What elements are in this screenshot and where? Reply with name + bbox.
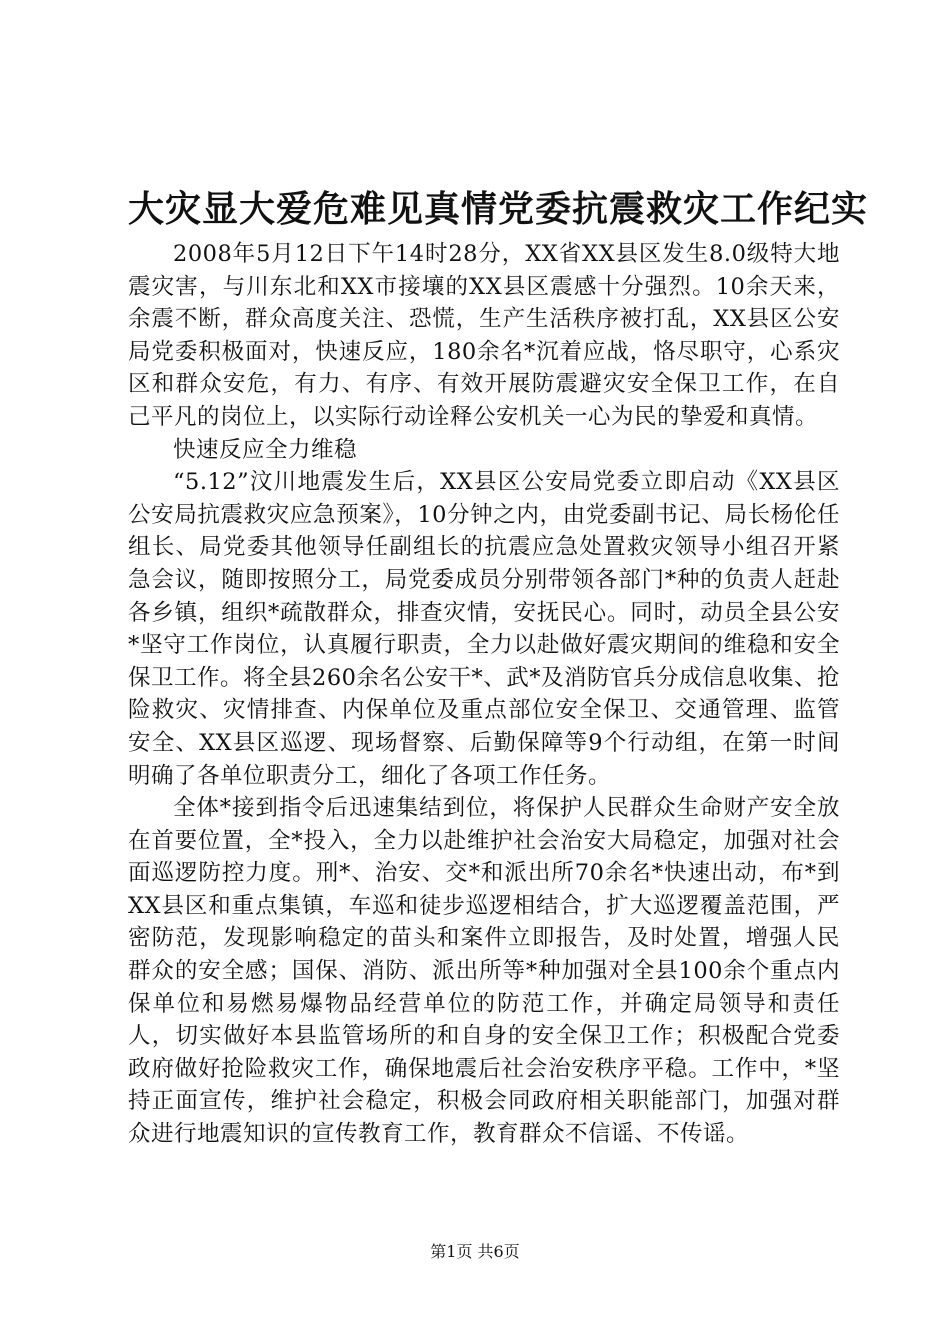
- paragraph-deployment: 全体*接到指令后迅速集结到位，将保护人民群众生命财产安全放在首要位置，全*投入，全力以赴维护社会治安大局稳定，加强对社会面巡逻防控力度。刑*、治安、交*和派出所70余名*快速出动，布*到XX县区和重点集镇，车巡和徒步巡逻相结合，扩大巡逻覆盖范围，严密防范，发现影响稳定的苗头和案件立即报告，及时处置，增强人民群众的安全感；国保、消防、派出所等*种加强对全县100余个重点内保单位和易燃易爆物品经营单位的防范工作，并确定局领导和责任人，切实做好本县监管场所的和自身的安全保卫工作；积极配合党委政府做好抢险救灾工作，确保地震后社会治安秩序平稳。工作中，*坚持正面宣传，维护社会稳定，积极会同政府相关职能部门，加强对群众进行地震知识的宣传教育工作，教育群众不信谣、不传谣。: [128, 795, 840, 1148]
- document-title: 大灾显大爱危难见真情党委抗震救灾工作纪实: [128, 189, 869, 230]
- document-body: [128, 238, 840, 1151]
- section-heading: 快速反应全力维稳: [173, 436, 358, 463]
- paragraph-response: “5.12”汶川地震发生后，XX县区公安局党委立即启动《XX县区公安局抗震救灾应急预案》，10分钟之内，由党委副书记、局长杨伦任组长、局党委其他领导任副组长的抗震应急处置救灾领导小组召开紧急会议，随即按照分工，局党委成员分别带领各部门*种的负责人赶赴各乡镇，组织*疏散群众，排查灾情，安抚民心。同时，动员全县公安*坚守工作岗位，认真履行职责，全力以赴做好震灾期间的维稳和安全保卫工作。将全县260余名公安干*、武*及消防官兵分成信息收集、抢险救灾、灾情排查、内保单位及重点部位安全保卫、交通管理、监管安全、XX县区巡逻、现场督察、后勤保障等9个行动组，在第一时间明确了各单位职责分工，细化了各项工作任务。: [128, 469, 840, 789]
- page-number: 第1页 共6页: [430, 1242, 520, 1261]
- paragraph-intro: 2008年5月12日下午14时28分，XX省XX县区发生8.0级特大地震灾害，与川东北和XX市接壤的XX县区震感十分强烈。10余天来，余震不断，群众高度关注、恐慌，生产生活秩序被打乱，XX县区公安局党委积极面对，快速反应，180余名*沉着应战，恪尽职守，心系灾区和群众安危，有力、有序、有效开展防震避灾安全保卫工作，在自己平凡的岗位上，以实际行动诠释公安机关一心为民的挚爱和真情。: [128, 241, 840, 430]
